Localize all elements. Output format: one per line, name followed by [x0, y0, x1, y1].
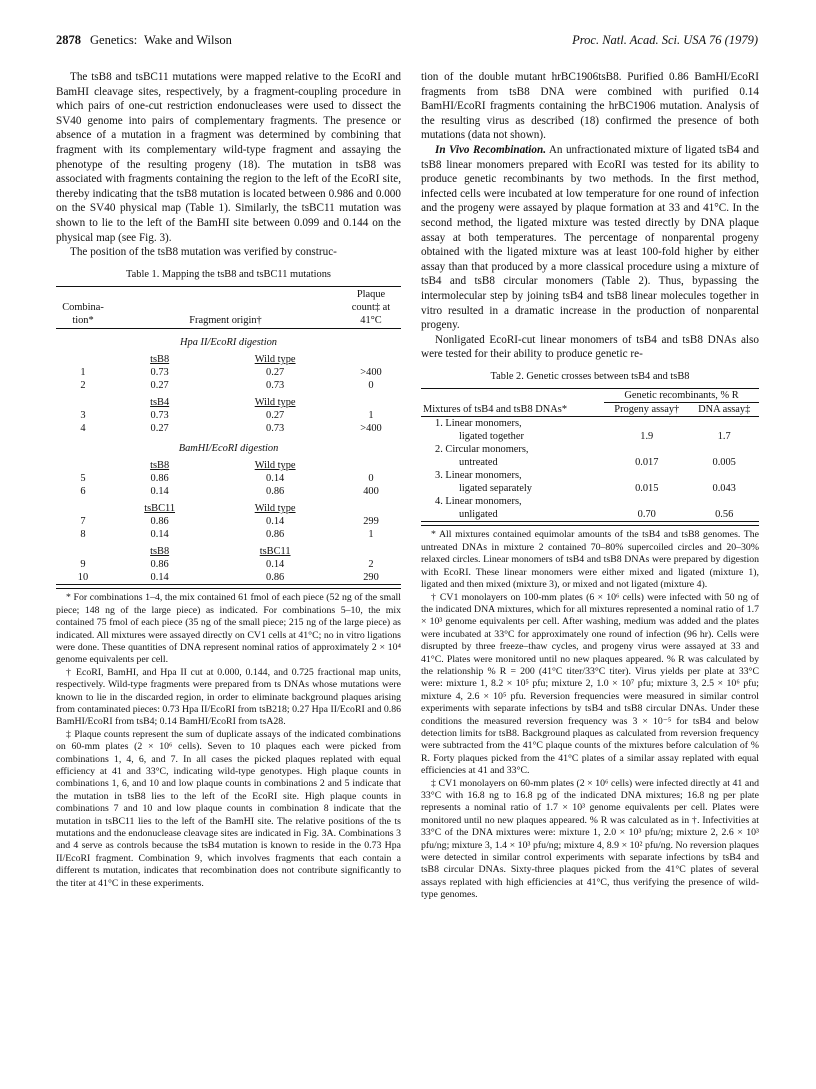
table1-group-header: [56, 392, 401, 409]
table2-footnote: ‡ CV1 monolayers on 60-mm plates (2 × 10⁶ cells) were infected directly at 41 and 33°C with 16.8 ng to 16.8 pg of the indicated DNA mixtures; 16.8 ng per plate represents a nominal ratio of 1.7 × 10³ genome equivalents per cell. Plates were monitored until no new plaques appeared. % R was calculated as in †. Infectivities at 33°C of the DNA mixtures were: mixture 1, 2.0 × 10³ pfu/ng; mixture 2, 2.6 × 10³ pfu/ng; mixture 3, 1.4 × 10³ pfu/ng; mixture 4, 8.9 × 10² pfu/ng. No reversion plaques were detected in similar control experiments with separate infections by tsB4 and tsB8 circular DNAs. Sixty-three plaques picked from the 41°C plates of several assays replated with high efficiencies at 41°C, thus verifying the presence of wild-type genomes.: [421, 777, 759, 901]
table-row: [56, 528, 401, 541]
table2-header-progeny: Progeny assay†: [614, 404, 680, 416]
table-row: [56, 558, 401, 571]
table1-cell-blank: [341, 392, 401, 409]
table2-cell-blank: [689, 443, 759, 456]
table2-caption: Table 2. Genetic crosses between tsB4 and tsB8: [490, 370, 690, 382]
table-row: [56, 366, 401, 379]
table1-cell-fragment-b: 0.14: [266, 559, 285, 571]
section-heading: In Vivo Recombination.: [435, 143, 547, 156]
table1-footnote: * For combinations 1–4, the mix contained 61 fmol of each piece (52 ng of the small piece; 148 ng of the large piece) as indicated. For combinations 5–10, the mix contained 75 fmol of each piece (35 ng of the small piece; 215 ng of the large piece) as indicated. All mixtures were assayed directly on CV1 cells at 41°C; no in vitro ligations were done. These quantities of DNA represent nominal ratios of approximately 2 × 10⁴ genome equivalents per cell.: [56, 592, 401, 666]
table2-cell-dna: 0.005: [712, 457, 736, 469]
table1-footnotes: [56, 588, 401, 890]
table2-footnote: * All mixtures contained equimolar amounts of the tsB4 and tsB8 genomes. The untreated DNAs in mixture 2 contained 70–80% supercoiled circles and 20–30% relaxed circles. Linear monomers of tsB4 and tsB8 DNAs were prepared by digestion with EcoRI. These linear monomers were either mixed and ligated (mixture 1), ligated and then mixed (mixture 3), or mixed and not ligated (mixture 4).: [421, 529, 759, 591]
table1-group-left: tsB8: [150, 354, 170, 366]
table1-footnote: † EcoRI, BamHI, and Hpa II cut at 0.000, 0.144, and 0.725 fractional map units, respectively. Wild-type fragments were prepared from ts DNAs whose mutations were known to lie in the discarded region, in order to eliminate background plaques arising from contaminated pieces: 0.73 Hpa II/EcoRI from tsB218; 0.27 Hpa II/EcoRI and 0.86 BamHI/EcoRI from tsB4; 0.14 BamHI/EcoRI from tsA28.: [56, 666, 401, 728]
table1-cell-fragment-a: 0.86: [150, 516, 169, 528]
table-row: [421, 508, 759, 522]
table1-group-right: Wild type: [254, 397, 296, 409]
table1-caption: Table 1. Mapping the tsB8 and tsBC11 mutations: [126, 268, 331, 280]
table1-cell-fragment-a: 0.73: [150, 410, 169, 422]
table1: [56, 286, 401, 585]
table2-header-mix: Mixtures of tsB4 and tsB8 DNAs*: [423, 404, 568, 416]
table1-cell-blank: [56, 455, 110, 472]
table1-cell-blank: [341, 541, 401, 558]
table1-cell-blank: [56, 392, 110, 409]
table1-cell-combination: 10: [77, 572, 89, 584]
table2-cell-mixture: [421, 417, 604, 431]
table1-group-left: tsB8: [150, 460, 170, 472]
body-paragraph: The tsB8 and tsBC11 mutations were mapped relative to the EcoRI and BamHI cleavage sites, respectively, by a fragment-coupling procedure in which pairs of one-cut restriction endonucleases were used to dissect the SV40 genome into pairs of complementary fragments. The presence or absence of a mutation in a fragment was determined by combining that fragment with its complementary wild-type fragment and assaying the phenotype of the resulting progeny (18). The mutation in tsB8 was associated with fragments containing the region to the left of the EcoRI site, thereby indicating that the tsB8 mutation is located between 0.986 and 0.000 on the SV40 physical map (Table 1). Similarly, the tsBC11 mutation was shown to lie to the left of the BamHI site between 0.099 and 0.144 on the physical map (see Fig. 3).: [56, 71, 401, 244]
table1-group-left: tsB4: [150, 397, 170, 409]
table1-group-left: tsB8: [150, 546, 170, 558]
table2-footnote: † CV1 monolayers on 100-mm plates (6 × 10⁶ cells) were infected with 50 ng of the indicated DNA mixtures, which for all mixtures represented a nominal ratio of 1.7 × 10³ genome equivalents per cell. After washing, medium was added and the plates were incubated at 33°C for approximately one round of infection (96 hr). Cells were disrupted by three freeze–thaw cycles, and progeny virus were assayed at 33 and 41°C. Plates were monitored until no new plaques appeared. % R was calculated by the relationship % R = 200 (41°C titer/33°C titer). Virus yields per plate at 33°C were: mixture 1, 8.2 × 10⁵ pfu; mixture 2, 1.0 × 10⁷ pfu; mixture 3, 2.5 × 10⁶ pfu; mixture 4, 2.6 × 10⁵ pfu. Reversion frequencies were measured in similar control experiments with separate infections by tsB4 and tsB8 circular DNAs. Under these conditions the measured reversion frequency was 3 × 10⁻⁵ for tsB4 and below detection limits for tsB8. Background plaques as calculated from reversion frequency were subtracted from the 41°C plaque counts of the mixtures before calculation of % R. Forty plaques picked from the 41°C plates of a similar assay replated with equal efficiencies at 41 and 33°C.: [421, 591, 759, 777]
table2-cell-dna: 0.56: [715, 509, 734, 521]
table1-cell-plaque: 0: [368, 473, 374, 485]
table1-cell-fragment-b: 0.73: [266, 423, 285, 435]
page-number: 2878: [56, 33, 81, 47]
table-row: [56, 571, 401, 585]
table2-row-number: 4.: [435, 496, 443, 508]
table1-cell-combination: 8: [80, 529, 86, 541]
table2: [421, 388, 759, 522]
table1-cell-fragment-b: 0.73: [266, 380, 285, 392]
table1-group-right: tsBC11: [259, 546, 291, 558]
table2-row-number: 3.: [435, 470, 443, 482]
right-column: [421, 70, 759, 902]
table1-group-left: tsBC11: [144, 503, 176, 515]
table2-cell-mixture: [421, 495, 604, 508]
table1-cell-plaque: >400: [360, 367, 382, 379]
table-row: [421, 430, 759, 443]
table2-footnotes: [421, 525, 759, 901]
table1-group-right: Wild type: [254, 354, 296, 366]
left-column: [56, 70, 401, 890]
table1-cell-fragment-a: 0.86: [150, 473, 169, 485]
table1-cell-blank: [56, 498, 110, 515]
table2-row-label-line2: ligated together: [459, 431, 524, 443]
table1-cell-combination: 5: [80, 473, 86, 485]
table2-cell-progeny: 0.70: [637, 509, 656, 521]
table2-row-label-line2: ligated separately: [459, 483, 532, 495]
table1-cell-fragment-b: 0.27: [266, 367, 285, 379]
table1-cell-fragment-a: 0.73: [150, 367, 169, 379]
table1-cell-fragment-a: 0.86: [150, 559, 169, 571]
table1-cell-blank: [56, 541, 110, 558]
table2-cell-progeny: 0.015: [635, 483, 659, 495]
table2-header-group: Genetic recombinants, % R: [604, 389, 759, 403]
table1-cell-fragment-a: 0.14: [150, 529, 169, 541]
table2-cell-progeny: 1.9: [640, 431, 654, 443]
table-row: [56, 422, 401, 435]
table2-row-label-line2: unligated: [459, 509, 498, 521]
table1-header-plaque: Plaque count‡ at 41°C: [351, 289, 391, 327]
table1-cell-fragment-b: 0.14: [266, 516, 285, 528]
table1-cell-combination: 6: [80, 486, 86, 498]
table2-cell-mixture: [421, 469, 604, 482]
table2-cell-blank: [604, 417, 689, 431]
table2-body: [421, 417, 759, 522]
table1-group-right: Wild type: [254, 460, 296, 472]
table1-cell-plaque: 1: [368, 529, 374, 541]
journal-section: Genetics:: [90, 33, 138, 47]
table2-row-label-line1: Linear monomers,: [445, 470, 522, 482]
table2-cell-blank: [689, 469, 759, 482]
table-row: [421, 456, 759, 469]
table1-cell-fragment-b: 0.86: [266, 529, 285, 541]
table1-cell-fragment-b: 0.14: [266, 473, 285, 485]
table1-group-header: [56, 498, 401, 515]
table2-row-label-line1: Linear monomers,: [445, 496, 522, 508]
table2-cell-dna: 1.7: [717, 431, 731, 443]
table2-row-number: 1.: [435, 418, 443, 430]
table-row: [421, 417, 759, 431]
table2-row-number: 2.: [435, 444, 443, 456]
body-paragraph: [421, 143, 759, 333]
table2-cell-dna: 0.043: [712, 483, 736, 495]
table2-row-label-line1: Linear monomers,: [445, 418, 522, 430]
table2-cell-progeny: 0.017: [635, 457, 659, 469]
table2-cell-blank: [689, 417, 759, 431]
table-row: [56, 485, 401, 498]
running-authors: Wake and Wilson: [144, 33, 232, 47]
table1-cell-combination: 9: [80, 559, 86, 571]
table2-row-label-line1: Circular monomers,: [445, 444, 529, 456]
table-row: [421, 443, 759, 456]
table1-cell-combination: 2: [80, 380, 86, 392]
table1-cell-combination: 1: [80, 367, 86, 379]
table2-cell-mixture: [421, 443, 604, 456]
table1-cell-fragment-b: 0.86: [266, 486, 285, 498]
table1-header-combination: Combina-tion*: [62, 302, 104, 327]
table2-cell-blank: [604, 443, 689, 456]
table1-body: [56, 329, 401, 585]
table-row: [56, 472, 401, 485]
table-row: [56, 515, 401, 528]
section-text: An unfractionated mixture of ligated tsB4 and tsB8 linear monomers prepared with EcoRI was tested for its ability to produce genetic recombinants by two methods. In the first method, infected cells were incubated at low temperature for one round of infection and the progeny were assayed by plaque formation at 33 and 41°C. In the second method, the ligated mixture was tested directly by DNA plaque assay at both temperatures. The percentage of nonparental progeny obtained with the ligated mixture was at least 100-fold higher by either assay than that produced by a more classical procedure using a mixture of tsB4 and tsB8 circular monomers (Table 2). Thus, bypassing the intermolecular step by joining tsB4 and tsB8 linear molecules together in vitro resulted in a dramatic increase in the production of nonparental progeny.: [421, 143, 759, 332]
table1-group-header: [56, 455, 401, 472]
table1-cell-fragment-b: 0.86: [266, 572, 285, 584]
table1-cell-combination: 7: [80, 516, 86, 528]
body-paragraph: tion of the double mutant hrBC1906tsB8. Purified 0.86 BamHI/EcoRI fragments from tsB8 DNA were combined with purified 0.14 BamHI/EcoRI fragments containing the hrBC1906 mutation. Analysis of the resulting virus as described (18) confirmed the presence of both mutations (data not shown).: [421, 71, 759, 142]
table1-cell-blank: [341, 349, 401, 366]
table1-footnote: ‡ Plaque counts represent the sum of duplicate assays of the indicated combinations on 60-mm plates (2 × 10⁶ cells). Seven to 10 plaques each were picked from combinations 1, 4, 6, and 7. In all cases the picked plaques replated with equal efficiency at 41 and 33°C, indicating wild-type genotypes. High plaque counts in combinations 1, 6, and 10 and low plaque counts in combinations 2 and 5 indicate that the mutation in tsB8 lies to the left of the EcoRI site. High plaque counts in combinations 7 and 10 and low plaque counts in combination 8 indicate that the mutation in tsBC11 lies to the left of the BamHI site. The relative positions of the ts mutations and the endonuclease cleavage sites are indicated in Fig. 3A. Combinations 3 and 4 serve as controls because the tsB4 mutation is known to reside in the 0.73 Hpa II/EcoRI fragment. Combination 9, which involves fragments that each contain a different ts mutation, indicates that recombination does not contribute significantly to the titer at 41°C in these experiments.: [56, 728, 401, 889]
table1-group-header: [56, 541, 401, 558]
table1-cell-blank: [56, 349, 110, 366]
table1-cell-blank: [341, 498, 401, 515]
table1-header-fragment: Fragment origin†: [189, 315, 262, 327]
table1-cell-plaque: 0: [368, 380, 374, 392]
table2-cell-blank: [689, 495, 759, 508]
body-paragraph: Nonligated EcoRI-cut linear monomers of tsB4 and tsB8 DNAs also were tested for their ability to produce genetic re-: [421, 333, 759, 361]
table1-cell-plaque: >400: [360, 423, 382, 435]
table2-header-dna: DNA assay‡: [698, 404, 751, 416]
table2-cell-blank: [604, 469, 689, 482]
table1-cell-combination: 3: [80, 410, 86, 422]
table1-cell-fragment-a: 0.27: [150, 380, 169, 392]
table1-group-right: Wild type: [254, 503, 296, 515]
table-row: [56, 409, 401, 422]
table1-cell-combination: 4: [80, 423, 86, 435]
body-paragraph: The position of the tsB8 mutation was verified by construc-: [70, 246, 337, 259]
page-header: [56, 33, 758, 53]
table1-cell-fragment-a: 0.14: [150, 486, 169, 498]
table1-group-header: [56, 349, 401, 366]
table-row: [421, 469, 759, 482]
table1-cell-plaque: 290: [363, 572, 379, 584]
table1-cell-plaque: 299: [363, 516, 379, 528]
table-row: [421, 495, 759, 508]
table1-cell-blank: [341, 455, 401, 472]
table1-section-row: [56, 435, 401, 455]
table1-cell-plaque: 1: [368, 410, 374, 422]
journal-citation: Proc. Natl. Acad. Sci. USA 76 (1979): [572, 33, 758, 47]
table1-section-title: Hpa II/EcoRI digestion: [180, 337, 277, 349]
table-row: [56, 379, 401, 392]
table2-row-label-line2: untreated: [459, 457, 498, 469]
table-row: [421, 482, 759, 495]
table1-cell-plaque: 400: [363, 486, 379, 498]
table1-cell-fragment-a: 0.14: [150, 572, 169, 584]
table1-section-row: [56, 329, 401, 350]
table1-cell-fragment-b: 0.27: [266, 410, 285, 422]
table1-section-title: BamHI/EcoRI digestion: [178, 443, 279, 455]
table2-cell-blank: [604, 495, 689, 508]
table1-cell-plaque: 2: [368, 559, 374, 571]
table1-cell-fragment-a: 0.27: [150, 423, 169, 435]
